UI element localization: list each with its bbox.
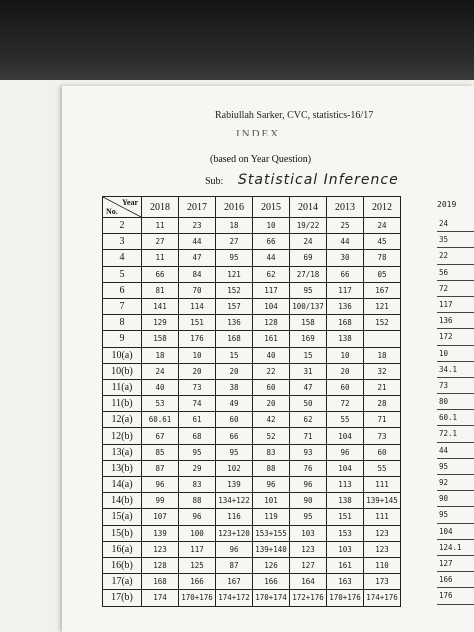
page-number-cell: 125 [179, 557, 216, 573]
extra-2019-cell: 56 [437, 265, 474, 281]
page-number-cell: 47 [179, 250, 216, 266]
extra-2019-cell: 22 [437, 248, 474, 264]
page-number-cell: 60.61 [142, 412, 179, 428]
page-number-cell: 123 [290, 541, 327, 557]
extra-2019-cell: 72 [437, 281, 474, 297]
extra-2019-cell: 124.1 [437, 540, 474, 556]
page-number-cell: 71 [364, 412, 401, 428]
table-row [103, 541, 401, 557]
page-number-cell: 24 [142, 363, 179, 379]
page-number-cell: 96 [290, 477, 327, 493]
page-number-cell: 73 [179, 379, 216, 395]
page-number-cell: 153 [327, 525, 364, 541]
question-number-cell: 13(b) [103, 460, 142, 476]
extra-2019-cell: 80 [437, 394, 474, 410]
question-number-cell: 16(b) [103, 557, 142, 573]
scan-dark-border [0, 0, 474, 80]
extra-2019-cell: 127 [437, 556, 474, 572]
year-header: 2015 [253, 197, 290, 218]
question-number-cell: 12(a) [103, 412, 142, 428]
page-number-cell: 136 [216, 315, 253, 331]
page-number-cell: 121 [216, 266, 253, 282]
page-number-cell: 157 [216, 298, 253, 314]
page-number-cell: 66 [253, 234, 290, 250]
page-number-cell: 42 [253, 412, 290, 428]
page-number-cell: 71 [290, 428, 327, 444]
page-number-cell: 103 [327, 541, 364, 557]
page-number-cell: 104 [327, 460, 364, 476]
extra-2019-cell: 172 [437, 329, 474, 345]
question-number-cell: 2 [103, 218, 142, 234]
extra-cells [437, 216, 474, 605]
page-number-cell: 62 [290, 412, 327, 428]
table-row [103, 396, 401, 412]
year-header: 2017 [179, 197, 216, 218]
question-number-cell: 17(a) [103, 574, 142, 590]
extra-2019-cell: 104 [437, 524, 474, 540]
question-number-cell: 13(a) [103, 444, 142, 460]
page-number-cell [364, 331, 401, 347]
extra-2019-cell: 136 [437, 313, 474, 329]
page-number-cell: 169 [290, 331, 327, 347]
year-header: 2016 [216, 197, 253, 218]
table-row [103, 477, 401, 493]
page-number-cell: 117 [253, 282, 290, 298]
page-number-cell: 152 [216, 282, 253, 298]
year-header: 2014 [290, 197, 327, 218]
page-number-cell: 31 [290, 363, 327, 379]
page-number-cell: 111 [364, 509, 401, 525]
page-number-cell: 113 [327, 477, 364, 493]
year-question-table [102, 196, 401, 607]
page-number-cell: 104 [253, 298, 290, 314]
question-number-cell: 11(a) [103, 379, 142, 395]
question-number-cell: 3 [103, 234, 142, 250]
table-row [103, 557, 401, 573]
handwritten-2019-column [437, 200, 474, 605]
year-header: 2012 [364, 197, 401, 218]
page-number-cell: 96 [216, 541, 253, 557]
table-row [103, 379, 401, 395]
page-number-cell: 40 [253, 347, 290, 363]
page-number-cell: 55 [364, 460, 401, 476]
page-number-cell: 126 [253, 557, 290, 573]
question-number-cell: 4 [103, 250, 142, 266]
question-number-cell: 12(b) [103, 428, 142, 444]
page-number-cell: 74 [179, 396, 216, 412]
page-number-cell: 95 [216, 250, 253, 266]
page-number-cell: 27 [216, 234, 253, 250]
page-number-cell: 68 [179, 428, 216, 444]
extra-2019-cell: 10 [437, 346, 474, 362]
page-number-cell: 38 [216, 379, 253, 395]
page-number-cell: 168 [216, 331, 253, 347]
corner-no-label: No. [106, 207, 118, 216]
page-number-cell: 168 [327, 315, 364, 331]
page-number-cell: 101 [253, 493, 290, 509]
page-number-cell: 96 [179, 509, 216, 525]
question-number-cell: 7 [103, 298, 142, 314]
page-number-cell: 158 [142, 331, 179, 347]
page-number-cell: 174 [142, 590, 179, 606]
page-number-cell: 19/22 [290, 218, 327, 234]
page-number-cell: 66 [142, 266, 179, 282]
page-number-cell: 161 [253, 331, 290, 347]
page-number-cell: 18 [216, 218, 253, 234]
extra-2019-cell: 92 [437, 475, 474, 491]
extra-2019-cell: 60.1 [437, 410, 474, 426]
page-number-cell: 139 [216, 477, 253, 493]
extra-2019-cell: 95 [437, 459, 474, 475]
table-row [103, 574, 401, 590]
page-number-cell: 153+155 [253, 525, 290, 541]
page-number-cell: 95 [290, 282, 327, 298]
page-number-cell: 174+176 [364, 590, 401, 606]
page-number-cell: 117 [327, 282, 364, 298]
page-number-cell: 15 [290, 347, 327, 363]
table-row [103, 331, 401, 347]
page-number-cell: 62 [253, 266, 290, 282]
question-number-cell: 15(b) [103, 525, 142, 541]
page-number-cell: 123 [142, 541, 179, 557]
page-number-cell: 24 [364, 218, 401, 234]
page-number-cell: 66 [216, 428, 253, 444]
table-row [103, 266, 401, 282]
page-number-cell: 10 [253, 218, 290, 234]
page-number-cell: 170+174 [253, 590, 290, 606]
corner-cell [103, 197, 142, 218]
page-number-cell: 95 [216, 444, 253, 460]
page-number-cell: 60 [327, 379, 364, 395]
question-number-cell: 14(a) [103, 477, 142, 493]
extra-2019-cell: 72.1 [437, 426, 474, 442]
page-number-cell: 29 [179, 460, 216, 476]
page-number-cell: 11 [142, 250, 179, 266]
question-number-cell: 16(a) [103, 541, 142, 557]
extra-2019-cell: 90 [437, 491, 474, 507]
page-number-cell: 22 [253, 363, 290, 379]
extra-2019-cell: 34.1 [437, 362, 474, 378]
page-number-cell: 161 [327, 557, 364, 573]
year-header: 2013 [327, 197, 364, 218]
page-number-cell: 128 [253, 315, 290, 331]
page-number-cell: 100 [179, 525, 216, 541]
page-number-cell: 173 [364, 574, 401, 590]
page-number-cell: 10 [179, 347, 216, 363]
page-number-cell: 60 [253, 379, 290, 395]
table-row [103, 428, 401, 444]
question-number-cell: 14(b) [103, 493, 142, 509]
page-number-cell: 96 [142, 477, 179, 493]
subtitle: (based on Year Question) [210, 154, 312, 165]
extra-2019-cell: 95 [437, 507, 474, 523]
table-row [103, 493, 401, 509]
page-number-cell: 123+120 [216, 525, 253, 541]
page-number-cell: 66 [327, 266, 364, 282]
extra-2019-cell: 24 [437, 216, 474, 232]
page-number-cell: 96 [253, 477, 290, 493]
author-line: Rabiullah Sarker, CVC, statistics-16/17 [215, 110, 374, 121]
page-number-cell: 136 [327, 298, 364, 314]
page-number-cell: 47 [290, 379, 327, 395]
page-number-cell: 52 [253, 428, 290, 444]
page-number-cell: 61 [179, 412, 216, 428]
extra-2019-cell: 166 [437, 572, 474, 588]
page-number-cell: 28 [364, 396, 401, 412]
year-header: 2018 [142, 197, 179, 218]
page-number-cell: 170+176 [327, 590, 364, 606]
extra-2019-cell: 73 [437, 378, 474, 394]
question-number-cell: 6 [103, 282, 142, 298]
page-number-cell: 60 [216, 412, 253, 428]
table-row [103, 282, 401, 298]
page-number-cell: 70 [179, 282, 216, 298]
table-row [103, 363, 401, 379]
table-row [103, 234, 401, 250]
subject-label: Sub: [205, 176, 224, 187]
page-number-cell: 151 [179, 315, 216, 331]
page-number-cell: 87 [216, 557, 253, 573]
question-number-cell: 15(a) [103, 509, 142, 525]
page-number-cell: 18 [364, 347, 401, 363]
page-number-cell: 20 [216, 363, 253, 379]
page-number-cell: 104 [327, 428, 364, 444]
page-number-cell: 81 [142, 282, 179, 298]
page-number-cell: 45 [364, 234, 401, 250]
page-number-cell: 88 [179, 493, 216, 509]
page-number-cell: 100/137 [290, 298, 327, 314]
question-number-cell: 5 [103, 266, 142, 282]
page-number-cell: 24 [290, 234, 327, 250]
page-number-cell: 44 [253, 250, 290, 266]
page-number-cell: 76 [290, 460, 327, 476]
page-number-cell: 164 [290, 574, 327, 590]
page-number-cell: 27 [142, 234, 179, 250]
subject-value: Statistical Inference [238, 172, 399, 188]
page-number-cell: 138 [327, 331, 364, 347]
page-number-cell: 83 [253, 444, 290, 460]
extra-2019-cell: 176 [437, 588, 474, 604]
page-number-cell: 15 [216, 347, 253, 363]
page-number-cell: 139+145 [364, 493, 401, 509]
page-number-cell: 30 [327, 250, 364, 266]
page-number-cell: 88 [253, 460, 290, 476]
page-number-cell: 93 [290, 444, 327, 460]
page-number-cell: 121 [364, 298, 401, 314]
table-row [103, 525, 401, 541]
page-number-cell: 69 [290, 250, 327, 266]
page-number-cell: 119 [253, 509, 290, 525]
table-row [103, 412, 401, 428]
page-number-cell: 99 [142, 493, 179, 509]
page-number-cell: 32 [364, 363, 401, 379]
page-number-cell: 78 [364, 250, 401, 266]
page-number-cell: 117 [179, 541, 216, 557]
page-number-cell: 166 [253, 574, 290, 590]
table-row [103, 298, 401, 314]
page-number-cell: 172+176 [290, 590, 327, 606]
question-number-cell: 8 [103, 315, 142, 331]
page-number-cell: 67 [142, 428, 179, 444]
table-header-row [103, 197, 401, 218]
extra-2019-cell: 117 [437, 297, 474, 313]
page-number-cell: 25 [327, 218, 364, 234]
table-row [103, 460, 401, 476]
page-number-cell: 127 [290, 557, 327, 573]
page-number-cell: 158 [290, 315, 327, 331]
page-number-cell: 123 [364, 525, 401, 541]
page-number-cell: 11 [142, 218, 179, 234]
page-number-cell: 102 [216, 460, 253, 476]
page-number-cell: 23 [179, 218, 216, 234]
page-number-cell: 20 [253, 396, 290, 412]
page-number-cell: 128 [142, 557, 179, 573]
page-number-cell: 138 [327, 493, 364, 509]
page-number-cell: 176 [179, 331, 216, 347]
page-number-cell: 83 [179, 477, 216, 493]
page-number-cell: 167 [216, 574, 253, 590]
page-number-cell: 73 [364, 428, 401, 444]
page-number-cell: 05 [364, 266, 401, 282]
page-number-cell: 85 [142, 444, 179, 460]
table-row [103, 590, 401, 606]
page-number-cell: 60 [364, 444, 401, 460]
extra-year-header: 2019 [437, 200, 457, 209]
table-body [103, 218, 401, 607]
page-number-cell: 168 [142, 574, 179, 590]
page-number-cell: 114 [179, 298, 216, 314]
page-number-cell: 20 [327, 363, 364, 379]
page-number-cell: 53 [142, 396, 179, 412]
page-number-cell: 170+176 [179, 590, 216, 606]
page-number-cell: 96 [327, 444, 364, 460]
table-row [103, 347, 401, 363]
page-number-cell: 167 [364, 282, 401, 298]
page-number-cell: 49 [216, 396, 253, 412]
page-number-cell: 107 [142, 509, 179, 525]
page-number-cell: 90 [290, 493, 327, 509]
page-number-cell: 40 [142, 379, 179, 395]
page-number-cell: 21 [364, 379, 401, 395]
page-number-cell: 141 [142, 298, 179, 314]
page-number-cell: 151 [327, 509, 364, 525]
page-number-cell: 27/18 [290, 266, 327, 282]
extra-2019-cell: 44 [437, 443, 474, 459]
extra-2019-cell: 35 [437, 232, 474, 248]
question-number-cell: 9 [103, 331, 142, 347]
page-number-cell: 18 [142, 347, 179, 363]
table-row [103, 315, 401, 331]
page-number-cell: 72 [327, 396, 364, 412]
page-number-cell: 10 [327, 347, 364, 363]
corner-year-label: Year [122, 198, 138, 207]
table-row [103, 218, 401, 234]
page-number-cell: 166 [179, 574, 216, 590]
page-number-cell: 139 [142, 525, 179, 541]
page-number-cell: 174+172 [216, 590, 253, 606]
page-number-cell: 95 [290, 509, 327, 525]
page-number-cell: 110 [364, 557, 401, 573]
table-row [103, 509, 401, 525]
page-number-cell: 139+140 [253, 541, 290, 557]
page-number-cell: 95 [179, 444, 216, 460]
page-number-cell: 87 [142, 460, 179, 476]
page-number-cell: 55 [327, 412, 364, 428]
page-number-cell: 116 [216, 509, 253, 525]
page-number-cell: 123 [364, 541, 401, 557]
page-number-cell: 129 [142, 315, 179, 331]
page-number-cell: 103 [290, 525, 327, 541]
page-number-cell: 44 [179, 234, 216, 250]
question-number-cell: 17(b) [103, 590, 142, 606]
question-number-cell: 10(a) [103, 347, 142, 363]
index-heading: INDEX [236, 128, 281, 136]
question-number-cell: 11(b) [103, 396, 142, 412]
page-number-cell: 20 [179, 363, 216, 379]
page-number-cell: 84 [179, 266, 216, 282]
page-number-cell: 163 [327, 574, 364, 590]
question-number-cell: 10(b) [103, 363, 142, 379]
page-number-cell: 44 [327, 234, 364, 250]
page-number-cell: 50 [290, 396, 327, 412]
page-number-cell: 134+122 [216, 493, 253, 509]
page-number-cell: 111 [364, 477, 401, 493]
table-row [103, 444, 401, 460]
table-row [103, 250, 401, 266]
page-number-cell: 152 [364, 315, 401, 331]
